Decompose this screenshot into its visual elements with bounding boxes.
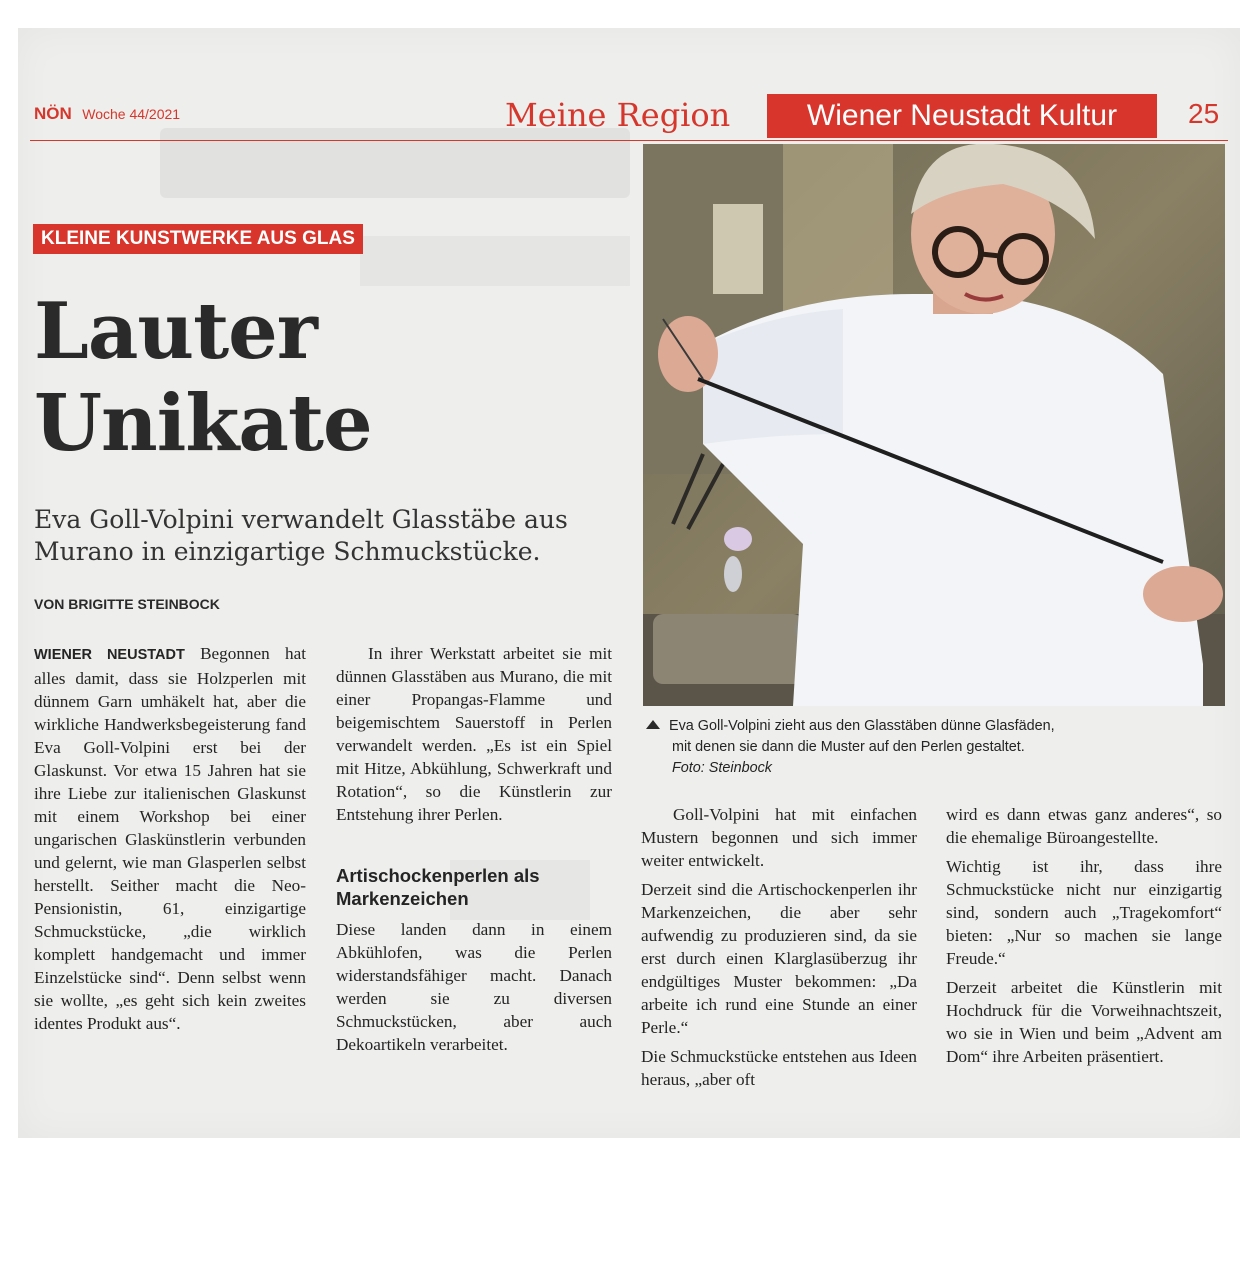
brand-logo: NÖN xyxy=(34,104,72,123)
article-photo xyxy=(643,144,1225,706)
article-column-3 xyxy=(641,803,917,1091)
paragraph: wird es dann etwas ganz anderes“, so die ehemalige Büroangestellte. xyxy=(946,805,1222,847)
paragraph: Derzeit sind die Artischockenperlen ihr Markenzeichen, die aber sehr aufwendig zu produzieren sind, da sie erst durch einen Klarglasüberzug ihr endgültiges Muster bekommen: „Da arbeite ich rund eine Stunde an einer Perle.“ xyxy=(641,880,917,1037)
caption-arrow-icon xyxy=(646,720,660,729)
article-column-2 xyxy=(336,642,612,1056)
caption-line: mit denen sie dann die Muster auf den Perlen gestaltet. xyxy=(672,739,1025,755)
byline: VON BRIGITTE STEINBOCK xyxy=(34,596,220,612)
paragraph: Derzeit arbeitet die Künstlerin mit Hochdruck für die Vorweihnachtszeit, wo sie in Wien und beim „Advent am Dom“ ihre Arbeiten präsentiert. xyxy=(946,978,1222,1066)
region-label: Meine Region xyxy=(505,96,731,134)
article-column-4 xyxy=(946,803,1222,1068)
bleed-through xyxy=(160,128,630,198)
photo-caption xyxy=(646,716,1226,779)
headline xyxy=(34,286,594,470)
headline-line: Lauter xyxy=(34,286,317,377)
bleed-through xyxy=(360,236,630,286)
paragraph: Begonnen hat alles damit, dass sie Holzperlen mit dünnem Garn umhäkelt hat, aber die wirkliche Handwerksbegeisterung fand Eva Goll-Volpini erst bei der Glaskunst. Vor etwa 15 Jahren hat sie ihre Liebe zur italienischen Glaskunst mit einem Workshop bei einer ungarischen Glaskünstlerin verbunden und gelernt, wie man Glasperlen selbst herstellt. Seither macht die Neo-Pensionistin, 61, einzigartige Schmuckstücke, „die wirklich komplett handgemacht und immer Einzelstücke sind“. Denn selbst wenn sie wollte, „es geht sich kein zweites identes Produkt aus“. xyxy=(34,644,306,1033)
subheading: Artischockenperlen als Markenzeichen xyxy=(336,865,540,909)
headline-line: Unikate xyxy=(34,378,372,469)
paragraph: Die Schmuckstücke entstehen aus Ideen heraus, „aber oft xyxy=(641,1047,917,1089)
paragraph: In ihrer Werkstatt arbeitet sie mit dünnen Glasstäben aus Murano, die mit einer Propangas-Flamme und beigemischtem Sauerstoff in Perlen verwandelt werden. „Es ist ein Spiel mit Hitze, Abkühlung, Schwerkraft und Rotation“, so die Künstlerin zur Entstehung ihrer Perlen. xyxy=(336,644,612,824)
article-column-1 xyxy=(34,642,306,1035)
header-rule xyxy=(30,140,1228,141)
kicker-label: KLEINE KUNSTWERKE AUS GLAS xyxy=(33,224,363,254)
issue-number: Woche 44/2021 xyxy=(82,106,181,122)
page-number: 25 xyxy=(1188,98,1220,129)
paragraph: Diese landen dann in einem Abkühlofen, was die Perlen widerstandsfähiger macht. Danach werden sie zu diversen Schmuckstücken, aber auch Dekoartikeln verarbeitet. xyxy=(336,920,612,1054)
photo-illustration xyxy=(643,144,1225,706)
section-banner: Wiener Neustadt Kultur xyxy=(767,94,1157,138)
photo-credit: Foto: Steinbock xyxy=(672,760,772,776)
masthead xyxy=(34,104,180,124)
subheadline: Eva Goll-Volpini verwandelt Glasstäbe aus Murano in einzigartige Schmuckstücke. xyxy=(34,505,568,566)
paragraph: Goll-Volpini hat mit einfachen Mustern begonnen und sich immer weiter entwickelt. xyxy=(641,805,917,870)
caption-line: Eva Goll-Volpini zieht aus den Glasstäben dünne Glasfäden, xyxy=(669,718,1055,734)
dateline: WIENER NEUSTADT xyxy=(34,647,185,663)
paragraph: Wichtig ist ihr, dass ihre Schmuckstücke nicht nur einzigartig sind, sondern auch „Tragekomfort“ bieten: „Nur so machen sie lange Freude.“ xyxy=(946,857,1222,968)
